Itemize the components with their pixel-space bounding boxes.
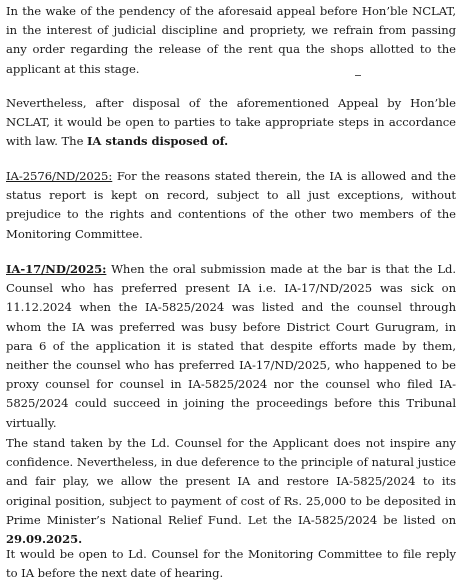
scan-mark (355, 75, 361, 76)
paragraph-rent-release (6, 2, 456, 79)
paragraph-disposal (6, 94, 456, 152)
paragraph-text: The stand taken by the Ld. Counsel for the Applicant does not inspire any confidence. Nevertheless, in due deference to the principle of natural justice and fair play, we allow the present IA and restore IA-5825/2024 to its original position, subject to payment of cost of Rs. 25,000 to be deposited in Prime Minister’s National Relief Fund. Let the IA-5825/2024 be listed on (6, 436, 456, 527)
paragraph-text: When the oral submission made at the bar is that the Ld. Counsel who has preferred present IA i.e. IA-17/ND/2025 was sick on 11.12.2024 when the IA-5825/2024 was listed and the counsel through whom the IA was preferred was busy before District Court Gurugram, in para 6 of the application it is stated that despite efforts made by them, neither the counsel who has preferred IA-17/ND/2025, who happened to be proxy counsel for counsel in IA-5825/2024 nor the counsel who filed IA-5825/2024 could succeed in joining the proceedings before this Tribunal virtually. (6, 262, 456, 430)
listing-date: 29.09.2025. (6, 532, 83, 547)
paragraph-text: Nevertheless, after disposal of the aforementioned Appeal by Hon’ble NCLAT, it would be open to parties to take appropriate steps in accordance with law. The (6, 96, 456, 149)
paragraph-text: In the wake of the pendency of the aforesaid appeal before Hon’ble NCLAT, in the interest of judicial discipline and propriety, we refrain from passing any order regarding the release of the rent qua the shops allotted to the applicant at this stage. (6, 4, 456, 76)
paragraph-ia-17 (6, 260, 456, 433)
paragraph-text: For the reasons stated therein, the IA is allowed and the status report is kept on record, subject to all just exceptions, without prejudice to the rights and contentions of the other two members of the Monitoring Committee. (6, 169, 456, 241)
ia-reference: IA-17/ND/2025: (6, 262, 107, 276)
paragraph-text: It would be open to Ld. Counsel for the Monitoring Committee to file reply to IA before the next date of hearing. (6, 547, 456, 581)
paragraph-restoration (6, 434, 456, 549)
ia-reference: IA-2576/ND/2025: (6, 169, 113, 183)
disposal-order: IA stands disposed of. (87, 134, 229, 149)
paragraph-ia-2576 (6, 167, 456, 244)
paragraph-reply (6, 545, 456, 583)
